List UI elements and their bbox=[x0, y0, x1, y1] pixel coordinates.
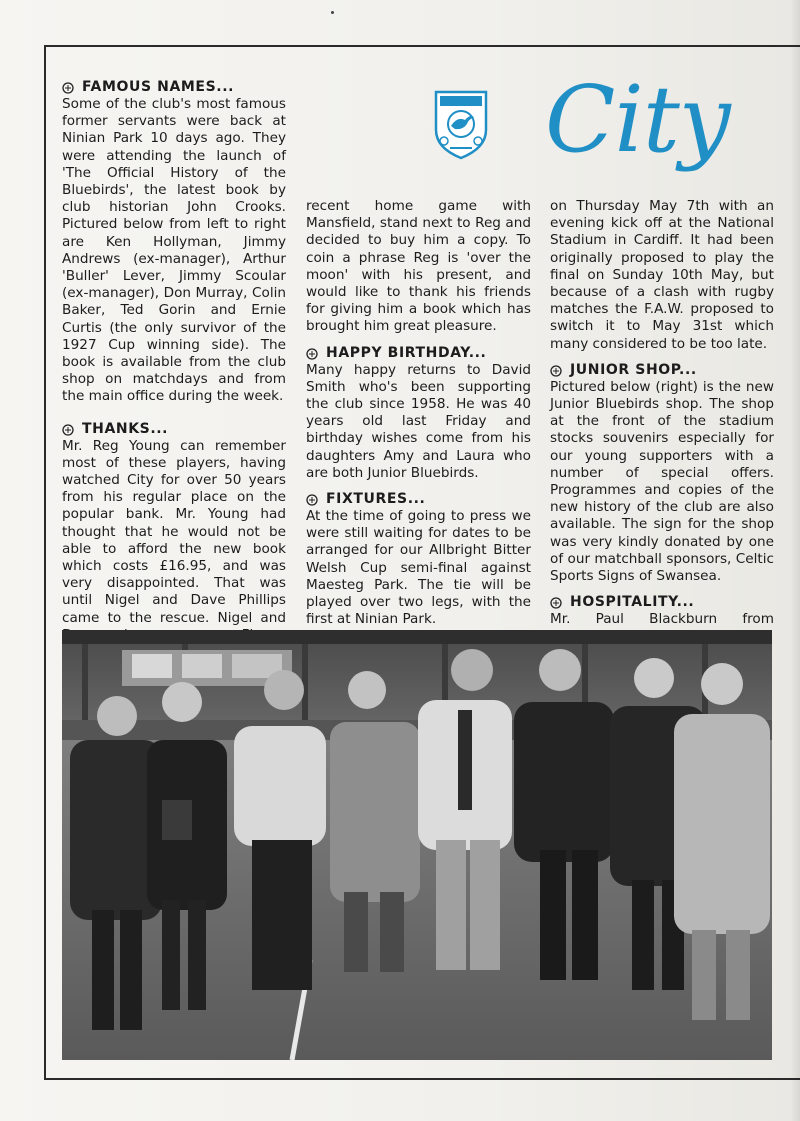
happy-birthday-body: Many happy returns to David Smith who's been supporting the club since 1958. He was 40 years old last Friday and birthday wishes come from his daughters Amy and Laura who are both Junior Bluebirds. bbox=[306, 361, 531, 481]
ball-bullet-icon bbox=[550, 364, 562, 376]
happy-birthday-heading-text: HAPPY BIRTHDAY... bbox=[326, 344, 487, 361]
column-1 bbox=[62, 78, 286, 661]
ball-bullet-icon bbox=[550, 596, 562, 608]
famous-names-heading bbox=[62, 78, 286, 96]
frame-bottom-rule bbox=[44, 1078, 800, 1080]
fixtures-continued-body: on Thursday May 7th with an evening kick off at the National Stadium in Cardiff. It had been originally proposed to play the final on Sunday 10th May, but because of a clash with rugby matches the F.A.W. proposed to switch it to May 31st which many considered to be too late. bbox=[550, 198, 774, 352]
junior-shop-body: Pictured below (right) is the new Junior Bluebirds shop. The shop at the front of the stadium stocks souvenirs especially for our young supporters with a number of special offers. Programmes and copies of the new history of the club are also available. The sign for the shop was very kindly donated by one of our matchball sponsors, Celtic Sports Signs of Swansea. bbox=[550, 378, 774, 585]
ball-bullet-icon bbox=[306, 347, 318, 359]
frame-top-rule bbox=[44, 45, 800, 47]
speck bbox=[331, 11, 334, 14]
famous-names-body: Some of the club's most famous former servants were back at Ninian Park 10 days ago. They were attending the launch of 'The Official History of the Bluebirds', the latest book by club historian John Crooks. Pictured below from left to right are Ken Hollyman, Jimmy Andrews (ex-manager), Arthur 'Buller' Lever, Jimmy Scoular (ex-manager), Don Murray, Colin Baker, Ted Gorin and Ernie Curtis (the only survivor of the 1927 Cup winning side). The book is available from the club shop on matchdays and from the main office during the week. bbox=[62, 96, 286, 405]
ball-bullet-icon bbox=[62, 423, 74, 435]
fixtures-heading-text: FIXTURES... bbox=[326, 491, 426, 508]
thanks-body: Mr. Reg Young can remember most of these players, having watched City for over 50 years from his regular place on the popular bank. Mr. Young had thought that he would not be able to afford the new book which costs £16.95, and was very disappointed. That was until Nigel and Dave Phillips came to the rescue. Nigel and bbox=[62, 437, 286, 626]
junior-shop-heading-text: JUNIOR SHOP... bbox=[570, 361, 697, 378]
hospitality-heading-text: HOSPITALITY... bbox=[570, 594, 695, 611]
column-2 bbox=[306, 198, 531, 663]
thanks-heading-text: THANKS... bbox=[82, 420, 169, 437]
fixtures-heading bbox=[306, 490, 531, 508]
club-crest-logo bbox=[432, 86, 490, 160]
masthead-title: City bbox=[545, 66, 730, 173]
thanks-heading bbox=[62, 420, 286, 438]
happy-birthday-heading bbox=[306, 344, 531, 362]
junior-shop-heading bbox=[550, 361, 774, 379]
ball-bullet-icon bbox=[62, 81, 74, 93]
hospitality-body: Mr. Paul Blackburn from bbox=[550, 611, 774, 628]
frame-left-rule bbox=[44, 45, 46, 1080]
page-edge-shadow bbox=[790, 0, 800, 1121]
hospitality-heading bbox=[550, 593, 774, 611]
group-photograph bbox=[62, 630, 772, 1060]
column-3 bbox=[550, 198, 774, 646]
thanks-continued-body: recent home game with Mansfield, stand next to Reg and decided to buy him a copy. To coin a phrase Reg is 'over the moon' with his present, and would like to thank his friends for giving him a book which has brought him great pleasure. bbox=[306, 198, 531, 335]
ball-bullet-icon bbox=[306, 493, 318, 505]
famous-names-heading-text: FAMOUS NAMES... bbox=[82, 79, 235, 95]
fixtures-body: At the time of going to press we were still waiting for dates to be arranged for our Allbright Bitter Welsh Cup semi-final against Maesteg Park. The tie will be played over two legs, with the first at Ninian Park. bbox=[306, 508, 531, 628]
